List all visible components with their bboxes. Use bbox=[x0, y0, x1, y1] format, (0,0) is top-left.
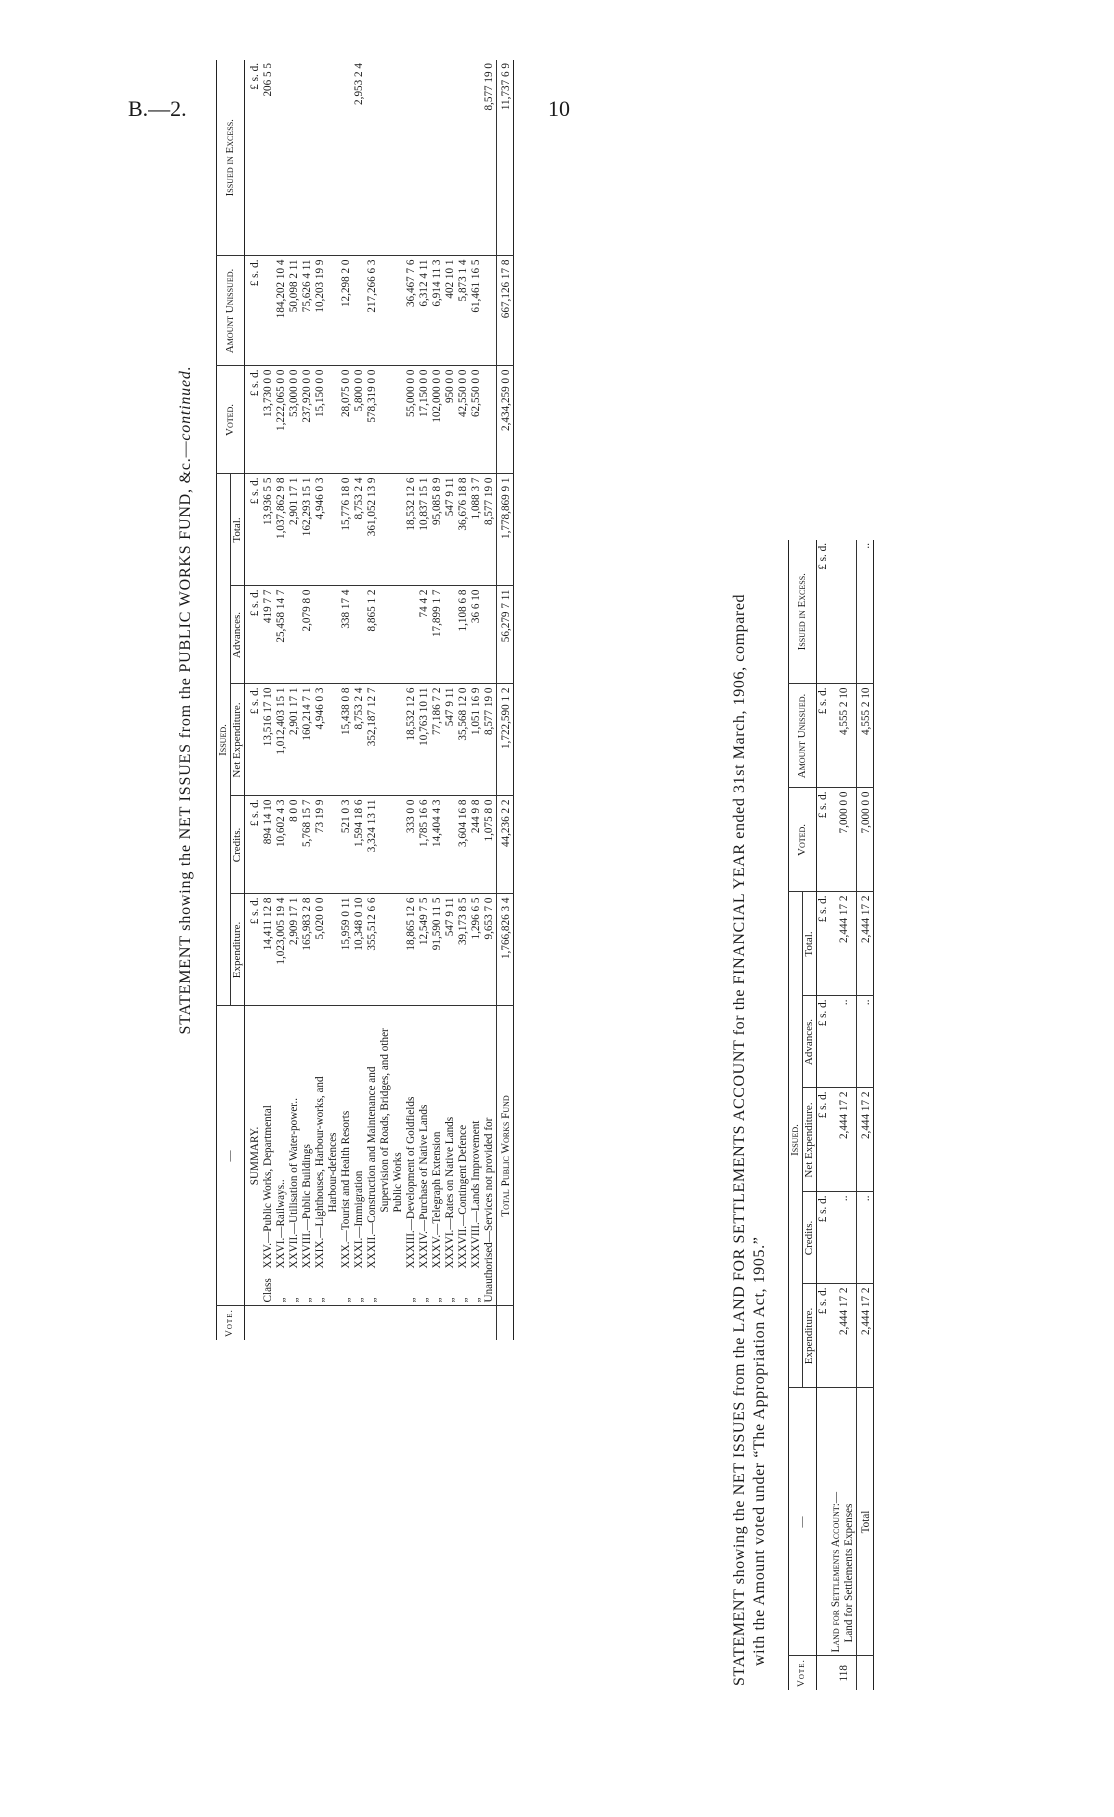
row-class-number: XXXVII. bbox=[457, 1225, 469, 1269]
row-label: —Public Works, Departmental bbox=[262, 1105, 274, 1243]
cell-tot: 13,936 5 5 bbox=[262, 474, 275, 586]
public-works-statement bbox=[170, 60, 650, 1340]
table1-title: STATEMENT showing the NET ISSUES from the PUBLIC WORKS FUND, &c.—continued. bbox=[177, 365, 194, 1035]
row-label-continued: Supervision of Roads, Bridges, and other Public Works bbox=[379, 1028, 404, 1213]
vote-cell bbox=[457, 1306, 470, 1340]
cell-tot: 18,532 12 6 bbox=[405, 474, 418, 586]
table-row bbox=[470, 60, 483, 1340]
total-voted: 7,000 0 0 bbox=[857, 788, 874, 892]
units-unissued: £ s. d. bbox=[245, 256, 263, 366]
cell-cred: 14,404 4 3 bbox=[431, 796, 444, 894]
row-label: —Rates on Native Lands bbox=[444, 1116, 456, 1230]
col-voted: Voted. bbox=[217, 366, 245, 474]
cell-net: 352,187 12 7 bbox=[366, 684, 405, 796]
cell-adv: .. bbox=[830, 996, 857, 1088]
cell-excess bbox=[830, 540, 857, 684]
cell-net: 18,532 12 6 bbox=[405, 684, 418, 796]
vote-cell bbox=[483, 1306, 497, 1340]
cell-exp: 5,020 0 0 bbox=[314, 894, 340, 1006]
table-row bbox=[366, 60, 405, 1340]
cell-voted: 53,000 0 0 bbox=[288, 366, 301, 474]
cell-unissued: 402 10 1 bbox=[444, 256, 457, 366]
page-series-code: B.—2. bbox=[128, 96, 187, 121]
cell-adv bbox=[483, 586, 497, 684]
col-vote: Vote. bbox=[217, 1306, 245, 1340]
row-class-number: XXXV. bbox=[431, 1234, 443, 1269]
cell-cred: 333 0 0 bbox=[405, 796, 418, 894]
vote-cell bbox=[366, 1306, 405, 1340]
row-label: —Telegraph Extension bbox=[431, 1131, 443, 1235]
t2-col-net-expenditure: Net Expenditure. bbox=[803, 1088, 817, 1192]
row-class-prefix: „ bbox=[314, 1297, 326, 1303]
cell-adv bbox=[405, 586, 418, 684]
col-total: Total. bbox=[231, 474, 245, 586]
cell-net: 2,901 17 1 bbox=[288, 684, 301, 796]
cell-net: 160,214 7 1 bbox=[301, 684, 314, 796]
cell-exp: 15,959 0 11 bbox=[340, 894, 353, 1006]
cell-adv bbox=[288, 586, 301, 684]
vote-cell bbox=[301, 1306, 314, 1340]
cell-exp: 1,023,005 19 4 bbox=[275, 894, 288, 1006]
row-label: —Tourist and Health Resorts bbox=[340, 1110, 352, 1242]
row-description bbox=[366, 1006, 405, 1306]
row-description bbox=[288, 1006, 301, 1306]
total-row bbox=[497, 60, 514, 1340]
vote-cell bbox=[418, 1306, 431, 1340]
cell-excess: 8,577 19 0 bbox=[483, 60, 497, 256]
cell-cred: 1,785 16 6 bbox=[418, 796, 431, 894]
cell-unissued: 75,626 4 11 bbox=[301, 256, 314, 366]
cell-net: 15,438 0 8 bbox=[340, 684, 353, 796]
row-class-prefix: „ bbox=[366, 1297, 378, 1303]
total-label: Total bbox=[857, 1388, 874, 1656]
cell-tot: 1,088 3 7 bbox=[470, 474, 483, 586]
vote-cell bbox=[353, 1306, 366, 1340]
cell-unissued: 5,873 1 4 bbox=[457, 256, 470, 366]
total-row bbox=[857, 540, 874, 1690]
cell-tot: 162,293 15 1 bbox=[301, 474, 314, 586]
row-description bbox=[301, 1006, 314, 1306]
col-unissued: Amount Unissued. bbox=[217, 256, 245, 366]
table1 bbox=[216, 60, 514, 1340]
cell-exp: 165,983 2 8 bbox=[301, 894, 314, 1006]
cell-tot: 8,753 2 4 bbox=[353, 474, 366, 586]
cell-tot: 10,837 15 1 bbox=[418, 474, 431, 586]
cell-tot: 8,577 19 0 bbox=[483, 474, 497, 586]
cell-tot: 2,444 17 2 bbox=[830, 892, 857, 996]
table-row bbox=[301, 60, 314, 1340]
row-description bbox=[314, 1006, 340, 1306]
cell-excess bbox=[314, 60, 340, 256]
cell-adv: 2,079 8 0 bbox=[301, 586, 314, 684]
col-expenditure: Expenditure. bbox=[231, 894, 245, 1006]
t2-units-voted: £ s. d. bbox=[817, 788, 831, 892]
row-class-number: XXX. bbox=[340, 1241, 352, 1269]
cell-voted: 578,319 0 0 bbox=[366, 366, 405, 474]
total-adv: .. bbox=[857, 996, 874, 1088]
cell-unissued bbox=[262, 256, 275, 366]
vote-cell bbox=[262, 1306, 275, 1340]
row-label: —Development of Goldfields bbox=[405, 1096, 417, 1231]
cell-excess: 206 5 5 bbox=[262, 60, 275, 256]
cell-cred: 8 0 0 bbox=[288, 796, 301, 894]
t2-col-issued: Issued. bbox=[789, 892, 803, 1388]
vote-cell bbox=[340, 1306, 353, 1340]
cell-adv bbox=[314, 586, 340, 684]
cell-adv: 338 17 4 bbox=[340, 586, 353, 684]
row-class-prefix: „ bbox=[275, 1297, 287, 1303]
t2-col-advances: Advances. bbox=[803, 996, 817, 1088]
cell-excess bbox=[340, 60, 353, 256]
vote-cell bbox=[444, 1306, 457, 1340]
total-exp: 1,766,826 3 4 bbox=[497, 894, 514, 1006]
t2-units-cred: £ s. d. bbox=[817, 1192, 831, 1284]
row-description bbox=[405, 1006, 418, 1306]
row-class-number: XXXVIII. bbox=[470, 1222, 482, 1269]
cell-tot: 1,037,862 9 8 bbox=[275, 474, 288, 586]
cell-net: 2,444 17 2 bbox=[830, 1088, 857, 1192]
row-label: —Public Buildings bbox=[301, 1144, 313, 1231]
cell-tot: 95,085 8 9 bbox=[431, 474, 444, 586]
col-net-expenditure: Net Expenditure. bbox=[231, 684, 245, 796]
vote-number: 118 bbox=[838, 1665, 850, 1682]
total-net: 2,444 17 2 bbox=[857, 1088, 874, 1192]
cell-exp: 18,865 12 6 bbox=[405, 894, 418, 1006]
cell-tot: 4,946 0 3 bbox=[314, 474, 340, 586]
row-class-number: XXVII. bbox=[288, 1234, 300, 1269]
t2-units-unissued: £ s. d. bbox=[817, 684, 831, 788]
cell-tot: 36,676 18 8 bbox=[457, 474, 470, 586]
cell-cred: 3,324 13 11 bbox=[366, 796, 405, 894]
row-class-prefix: „ bbox=[288, 1297, 300, 1303]
cell-exp: 9,653 7 0 bbox=[483, 894, 497, 1006]
cell-excess bbox=[405, 60, 418, 256]
cell-cred: 3,604 16 8 bbox=[457, 796, 470, 894]
cell-voted: 7,000 0 0 bbox=[830, 788, 857, 892]
row-description bbox=[431, 1006, 444, 1306]
row-label: —Lighthouses, Harbour-works, and bbox=[314, 1076, 326, 1238]
cell-cred: .. bbox=[830, 1192, 857, 1284]
cell-unissued bbox=[483, 256, 497, 366]
cell-net: 13,516 17 10 bbox=[262, 684, 275, 796]
t2-col-dash: — bbox=[789, 1388, 817, 1656]
row-description bbox=[340, 1006, 353, 1306]
cell-adv: 36 6 10 bbox=[470, 586, 483, 684]
vote-cell bbox=[405, 1306, 418, 1340]
row-label: —Services not provided for bbox=[483, 1117, 495, 1243]
cell-unissued bbox=[353, 256, 366, 366]
cell-exp: 355,512 6 6 bbox=[366, 894, 405, 1006]
cell-adv: 419 7 7 bbox=[262, 586, 275, 684]
col-credits: Credits. bbox=[231, 796, 245, 894]
total-tot: 1,778,869 9 1 bbox=[497, 474, 514, 586]
total-cred: .. bbox=[857, 1192, 874, 1284]
total-excess: .. bbox=[857, 540, 874, 684]
t2-col-total: Total. bbox=[803, 892, 817, 996]
row-description bbox=[830, 1388, 857, 1656]
total-tot: 2,444 17 2 bbox=[857, 892, 874, 996]
row-description bbox=[353, 1006, 366, 1306]
row-class-prefix: „ bbox=[457, 1297, 469, 1303]
row-class-number: XXXIV. bbox=[418, 1231, 430, 1269]
row-description bbox=[275, 1006, 288, 1306]
page-number: 10 bbox=[548, 96, 570, 121]
cell-excess bbox=[275, 60, 288, 256]
cell-cred: 10,602 4 3 bbox=[275, 796, 288, 894]
table-row bbox=[830, 540, 857, 1690]
col-dash: — bbox=[217, 1006, 245, 1306]
cell-unissued: 217,266 6 3 bbox=[366, 256, 405, 366]
row-class-prefix: „ bbox=[431, 1297, 443, 1303]
total-net: 1,722,590 1 2 bbox=[497, 684, 514, 796]
cell-net: 35,568 12 0 bbox=[457, 684, 470, 796]
t2-units-adv: £ s. d. bbox=[817, 996, 831, 1088]
row-class-number: XXXI. bbox=[353, 1237, 365, 1269]
cell-voted: 5,800 0 0 bbox=[353, 366, 366, 474]
t2-col-vote: Vote. bbox=[789, 1656, 817, 1690]
vote-cell bbox=[275, 1306, 288, 1340]
table-row bbox=[353, 60, 366, 1340]
cell-exp: 14,411 12 8 bbox=[262, 894, 275, 1006]
cell-unissued: 36,467 7 6 bbox=[405, 256, 418, 366]
row-label: —Contingent Defence bbox=[457, 1124, 469, 1226]
col-issued: Issued. bbox=[217, 474, 231, 1006]
cell-tot: 15,776 18 0 bbox=[340, 474, 353, 586]
cell-net: 1,012,403 15 1 bbox=[275, 684, 288, 796]
cell-excess bbox=[470, 60, 483, 256]
table-row bbox=[431, 60, 444, 1340]
cell-adv bbox=[353, 586, 366, 684]
table-row bbox=[418, 60, 431, 1340]
cell-exp: 547 9 11 bbox=[444, 894, 457, 1006]
land-settlements-statement bbox=[730, 540, 920, 1690]
units-voted: £ s. d. bbox=[245, 366, 263, 474]
table-row bbox=[314, 60, 340, 1340]
cell-unissued: 12,298 2 0 bbox=[340, 256, 353, 366]
total-exp: 2,444 17 2 bbox=[857, 1284, 874, 1388]
cell-voted: 1,222,065 0 0 bbox=[275, 366, 288, 474]
t2-col-excess: Issued in Excess. bbox=[789, 540, 817, 684]
cell-adv: 1,108 6 8 bbox=[457, 586, 470, 684]
cell-exp: 2,444 17 2 bbox=[830, 1284, 857, 1388]
cell-adv: 25,458 14 7 bbox=[275, 586, 288, 684]
row-label: —Utilisation of Water-power.. bbox=[288, 1098, 300, 1234]
cell-exp: 12,549 7 5 bbox=[418, 894, 431, 1006]
row-label: —Railways.. bbox=[275, 1179, 287, 1238]
cell-tot: 2,901 17 1 bbox=[288, 474, 301, 586]
units-cred: £ s. d. bbox=[245, 796, 263, 894]
row-class-number: XXXIII. bbox=[405, 1230, 417, 1269]
total-voted: 2,434,259 0 0 bbox=[497, 366, 514, 474]
t2-col-voted: Voted. bbox=[789, 788, 817, 892]
row-class-prefix: „ bbox=[444, 1297, 456, 1303]
cell-unissued: 6,914 11 3 bbox=[431, 256, 444, 366]
cell-adv: 8,865 1 2 bbox=[366, 586, 405, 684]
cell-voted bbox=[483, 366, 497, 474]
cell-exp: 91,590 11 5 bbox=[431, 894, 444, 1006]
cell-cred: 1,594 18 6 bbox=[353, 796, 366, 894]
table-row bbox=[262, 60, 275, 1340]
cell-cred bbox=[444, 796, 457, 894]
row-description bbox=[444, 1006, 457, 1306]
row-label: —Immigration bbox=[353, 1170, 365, 1238]
row-class-prefix: „ bbox=[353, 1297, 365, 1303]
summary-label: SUMMARY. bbox=[245, 1006, 263, 1306]
cell-net: 8,753 2 4 bbox=[353, 684, 366, 796]
t2-col-unissued: Amount Unissued. bbox=[789, 684, 817, 788]
cell-adv: 74 4 2 bbox=[418, 586, 431, 684]
row-class-prefix: Unauthorised bbox=[483, 1242, 495, 1303]
table-row bbox=[275, 60, 288, 1340]
t2-units-excess: £ s. d. bbox=[817, 540, 831, 684]
table-row bbox=[340, 60, 353, 1340]
total-unissued: 667,126 17 8 bbox=[497, 256, 514, 366]
cell-exp: 2,909 17 1 bbox=[288, 894, 301, 1006]
cell-voted: 13,730 0 0 bbox=[262, 366, 275, 474]
cell-excess bbox=[457, 60, 470, 256]
row-class-prefix: „ bbox=[470, 1297, 482, 1303]
col-excess: Issued in Excess. bbox=[217, 60, 245, 256]
cell-tot: 361,052 13 9 bbox=[366, 474, 405, 586]
cell-cred: 244 9 8 bbox=[470, 796, 483, 894]
row-class-prefix: „ bbox=[405, 1297, 417, 1303]
cell-unissued: 61,461 16 5 bbox=[470, 256, 483, 366]
cell-tot: 547 9 11 bbox=[444, 474, 457, 586]
cell-exp: 39,173 8 5 bbox=[457, 894, 470, 1006]
cell-adv: 17,899 1 7 bbox=[431, 586, 444, 684]
cell-net: 1,051 16 9 bbox=[470, 684, 483, 796]
row-label-continued: Harbour-defences bbox=[327, 1132, 339, 1213]
cell-voted: 950 0 0 bbox=[444, 366, 457, 474]
cell-excess bbox=[444, 60, 457, 256]
cell-excess bbox=[301, 60, 314, 256]
cell-unissued: 10,203 19 9 bbox=[314, 256, 340, 366]
total-label: Total Public Works Fund bbox=[497, 1006, 514, 1306]
cell-voted: 237,920 0 0 bbox=[301, 366, 314, 474]
total-adv: 56,279 7 11 bbox=[497, 586, 514, 684]
cell-voted: 55,000 0 0 bbox=[405, 366, 418, 474]
cell-unissued: 50,098 2 11 bbox=[288, 256, 301, 366]
t2-units-net: £ s. d. bbox=[817, 1088, 831, 1192]
cell-voted: 15,150 0 0 bbox=[314, 366, 340, 474]
t2-col-credits: Credits. bbox=[803, 1192, 817, 1284]
t2-col-expenditure: Expenditure. bbox=[803, 1284, 817, 1388]
row-class-prefix: Class bbox=[262, 1278, 274, 1303]
cell-excess bbox=[366, 60, 405, 256]
row-label: —Construction and Maintenance and bbox=[366, 1066, 378, 1234]
cell-excess bbox=[288, 60, 301, 256]
table2 bbox=[788, 540, 874, 1690]
row-class-number: XXXVI. bbox=[444, 1229, 456, 1269]
row-description bbox=[483, 1006, 497, 1306]
cell-voted: 17,150 0 0 bbox=[418, 366, 431, 474]
row-class-number: XXV. bbox=[262, 1242, 274, 1269]
col-advances: Advances. bbox=[231, 586, 245, 684]
row-class-number: XXVI. bbox=[275, 1237, 287, 1269]
units-exp: £ s. d. bbox=[245, 894, 263, 1006]
cell-voted: 42,550 0 0 bbox=[457, 366, 470, 474]
row-class-prefix: „ bbox=[418, 1297, 430, 1303]
cell-excess bbox=[418, 60, 431, 256]
vote-cell bbox=[314, 1306, 340, 1340]
row-class-number: XXVIII. bbox=[301, 1230, 313, 1269]
cell-excess bbox=[431, 60, 444, 256]
cell-net: 8,577 19 0 bbox=[483, 684, 497, 796]
table-row bbox=[457, 60, 470, 1340]
t2-units-exp: £ s. d. bbox=[817, 1284, 831, 1388]
row-description bbox=[470, 1006, 483, 1306]
row-class-number: XXXII. bbox=[366, 1234, 378, 1269]
t2-units-tot: £ s. d. bbox=[817, 892, 831, 996]
table-row bbox=[405, 60, 418, 1340]
cell-exp: 1,296 6 5 bbox=[470, 894, 483, 1006]
row-class-number: XXIX. bbox=[314, 1237, 326, 1269]
row-label: Land for Settlements Account:— bbox=[830, 1491, 842, 1653]
row-label-continued: Land for Settlements Expenses bbox=[843, 1503, 855, 1643]
cell-net: 10,763 10 11 bbox=[418, 684, 431, 796]
total-unissued: 4,555 2 10 bbox=[857, 684, 874, 788]
vote-cell bbox=[288, 1306, 301, 1340]
units-net: £ s. d. bbox=[245, 684, 263, 796]
vote-cell bbox=[431, 1306, 444, 1340]
vote-cell bbox=[470, 1306, 483, 1340]
cell-voted: 102,000 0 0 bbox=[431, 366, 444, 474]
units-excess: £ s. d. bbox=[245, 60, 263, 256]
units-adv: £ s. d. bbox=[245, 586, 263, 684]
cell-cred: 73 19 9 bbox=[314, 796, 340, 894]
cell-excess: 2,953 2 4 bbox=[353, 60, 366, 256]
row-label: —Purchase of Native Lands bbox=[418, 1104, 430, 1232]
row-class-prefix: „ bbox=[340, 1297, 352, 1303]
row-description bbox=[457, 1006, 470, 1306]
cell-exp: 10,348 0 10 bbox=[353, 894, 366, 1006]
cell-adv bbox=[444, 586, 457, 684]
row-description bbox=[262, 1006, 275, 1306]
total-excess: 11,737 6 9 bbox=[497, 60, 514, 256]
cell-unissued: 6,312 4 11 bbox=[418, 256, 431, 366]
row-description bbox=[418, 1006, 431, 1306]
cell-unissued: 4,555 2 10 bbox=[830, 684, 857, 788]
table2-title: STATEMENT showing the NET ISSUES from the LAND FOR SETTLEMENTS ACCOUNT for the FINANCIAL YEAR ended 31st March, 1906, compared with the Amount voted under “The Appropriation Act, 1905.” bbox=[731, 593, 768, 1686]
cell-net: 77,186 7 2 bbox=[431, 684, 444, 796]
table-row bbox=[444, 60, 457, 1340]
cell-voted: 62,550 0 0 bbox=[470, 366, 483, 474]
cell-net: 547 9 11 bbox=[444, 684, 457, 796]
cell-voted: 28,075 0 0 bbox=[340, 366, 353, 474]
cell-net: 4,946 0 3 bbox=[314, 684, 340, 796]
cell-cred: 1,075 8 0 bbox=[483, 796, 497, 894]
cell-cred: 894 14 10 bbox=[262, 796, 275, 894]
row-class-prefix: „ bbox=[301, 1297, 313, 1303]
table-row bbox=[483, 60, 497, 1340]
cell-cred: 521 0 3 bbox=[340, 796, 353, 894]
units-tot: £ s. d. bbox=[245, 474, 263, 586]
total-cred: 44,236 2 2 bbox=[497, 796, 514, 894]
row-label: —Lands Improvement bbox=[470, 1120, 482, 1223]
table-row bbox=[288, 60, 301, 1340]
cell-cred: 5,768 15 7 bbox=[301, 796, 314, 894]
cell-unissued: 184,202 10 4 bbox=[275, 256, 288, 366]
